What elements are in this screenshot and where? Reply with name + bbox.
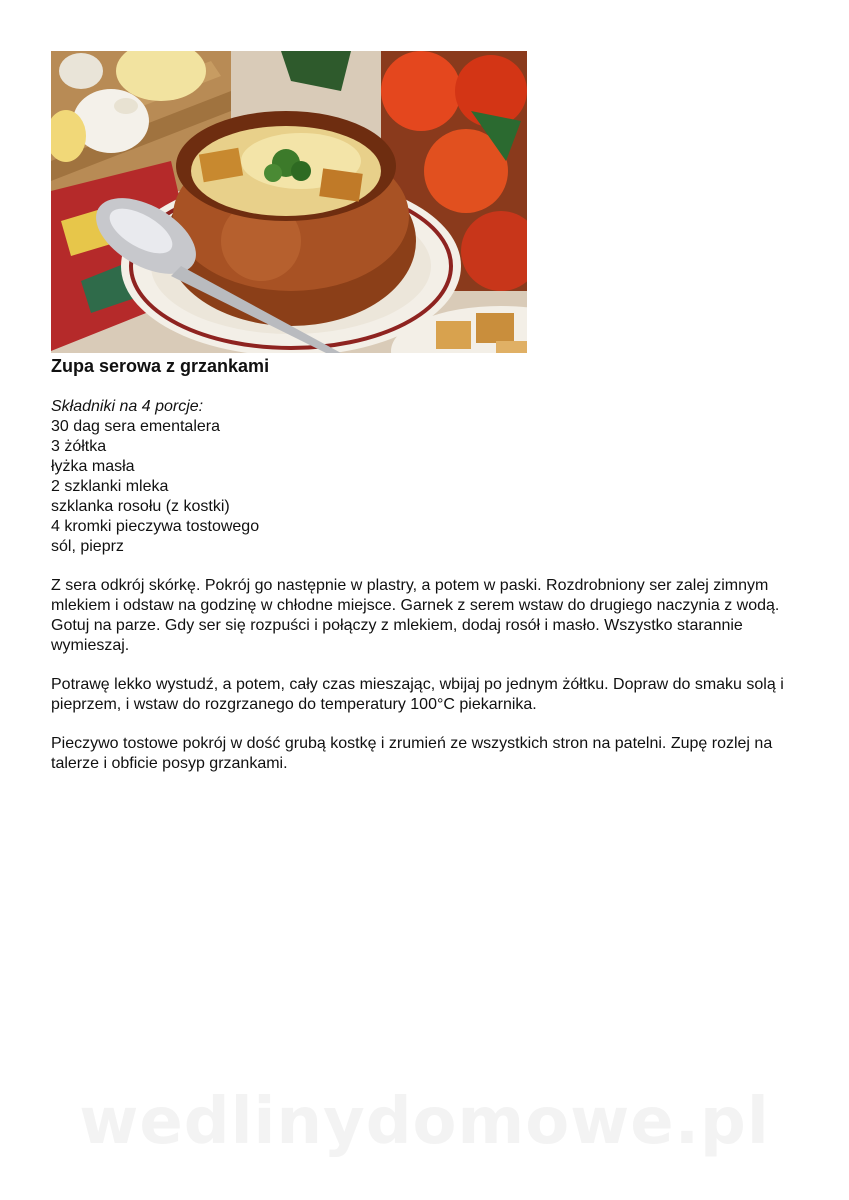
ingredient-item: łyżka masła [51,458,135,475]
soup-photo [51,51,527,353]
ingredient-item: szklanka rosołu (z kostki) [51,498,230,515]
ingredient-item: 2 szklanki mleka [51,478,169,495]
instruction-paragraph: Pieczywo tostowe pokrój w dość grubą kostkę i zrumień ze wszystkich stron na patelni. Zupę rozlej na talerze i obficie posyp grzankami. [51,735,773,772]
watermark: wedlinydomowe.pl [79,1085,770,1159]
ingredient-item: 3 żółtka [51,438,107,455]
ingredient-item: sól, pieprz [51,538,124,555]
instruction-paragraph: Potrawę lekko wystudź, a potem, cały czas mieszając, wbijaj po jednym żółtku. Dopraw do smaku solą i pieprzem, i wstaw do rozgrzanego do temperatury 100°C piekarnika. [51,676,784,713]
ingredient-item: 4 kromki pieczywa tostowego [51,518,260,535]
ingredients-heading: Składniki na 4 porcje: [51,398,204,415]
ingredients-list [51,397,259,557]
recipe-title: Zupa serowa z grzankami [51,356,270,376]
ingredient-item: 30 dag sera ementalera [51,418,220,435]
instruction-paragraph: Z sera odkrój skórkę. Pokrój go następnie w plastry, a potem w paski. Rozdrobniony ser zalej zimnym mlekiem i odstaw na godzinę w chłodne miejsce. Garnek z serem wstaw do drugiego naczynia z wodą. Gotuj na parze. Gdy ser się rozpuści i połączy z mlekiem, dodaj rosół i masło. Wszystko starannie wymieszaj. [51,577,780,654]
